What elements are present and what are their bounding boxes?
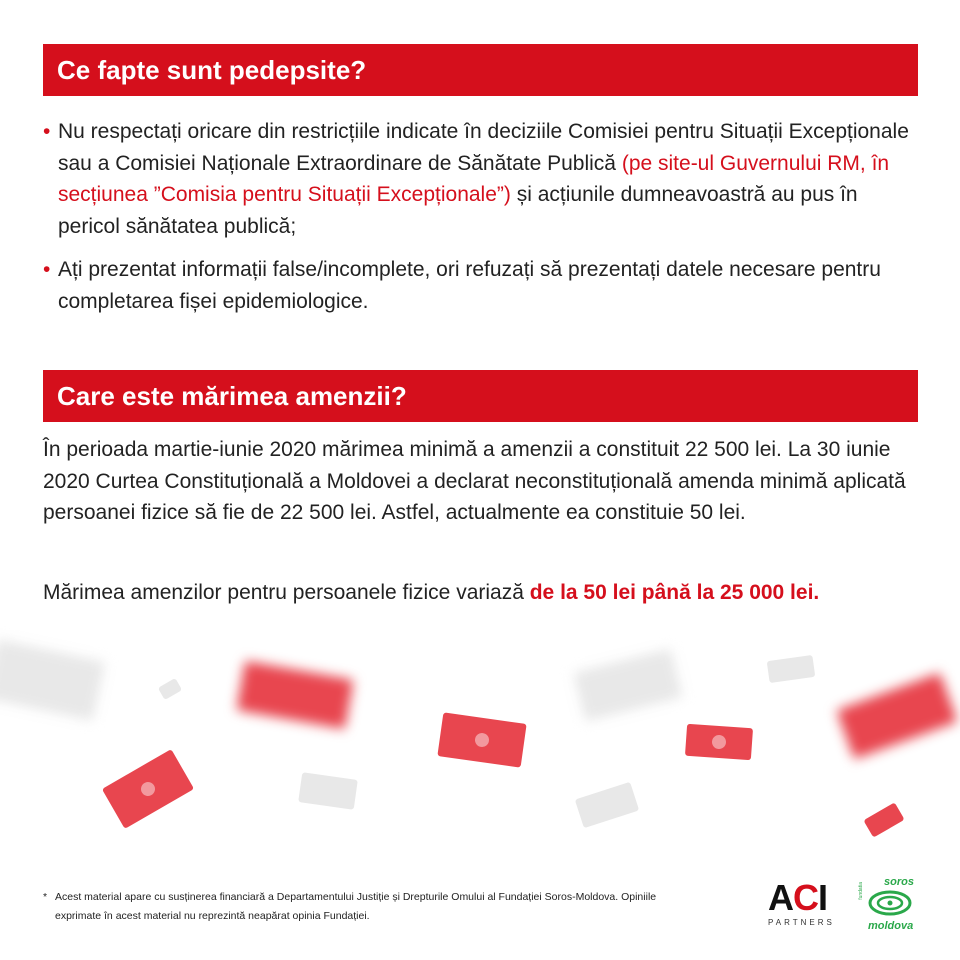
fine-range-text: Mărimea amenzilor pentru persoanele fizice variază — [43, 581, 530, 604]
aci-partners-logo — [768, 877, 846, 930]
list-item — [43, 254, 923, 317]
banknote-icon — [836, 673, 957, 759]
banknote-icon — [158, 678, 182, 700]
footnote-marker: * — [43, 891, 48, 903]
soros-wordmark: soros — [884, 876, 914, 888]
banknote-icon — [102, 749, 194, 829]
bullet-text: și acțiunile dumneavoastră au pus în pericol sănătatea publică; — [58, 183, 858, 238]
facts-list — [43, 116, 923, 329]
fine-range-paragraph — [43, 577, 933, 609]
soros-moldova-logo — [858, 876, 922, 932]
footnote — [43, 888, 683, 926]
bullet-icon: • — [43, 258, 51, 281]
banknote-icon — [236, 661, 353, 729]
footnote-text: Acest material apare cu susținerea financiară a Departamentului Justiție și Drepturile Omului al Fundației Soros-Moldova. Opiniile exprimate în acest material nu reprezintă neapărat opinia Fundației. — [55, 891, 657, 922]
fine-range-value: de la 50 lei până la 25 000 lei. — [529, 581, 820, 604]
government-site-reference: (pe site-ul Guvernului RM, în secțiunea ”Comisia pentru Situații Excepționale”) — [58, 151, 890, 206]
banknote-icon — [298, 772, 358, 810]
section-title-fine: Care este mărimea amenzii? — [43, 370, 918, 422]
banknote-icon — [0, 639, 105, 721]
bullet-icon: • — [43, 120, 51, 143]
aci-partners-label: PARTNERS — [768, 918, 835, 927]
banknote-icon — [437, 712, 526, 767]
section-title-facts: Ce fapte sunt pedepsite? — [43, 44, 918, 96]
falling-banknotes-decoration — [0, 630, 960, 860]
banknote-seal-icon — [138, 779, 157, 798]
banknote-icon — [863, 802, 904, 837]
soros-vertical-label: fundatia — [858, 882, 864, 900]
bullet-text: Nu respectați oricare din restricțiile indicate în deciziile Comisiei pentru Situații Excepționale sau a Comisiei Naționale Extraordinare de Sănătate Publică — [58, 120, 909, 175]
banknote-icon — [575, 782, 639, 828]
fine-history-paragraph: În perioada martie-iunie 2020 mărimea minimă a amenzii a constituit 22 500 lei. La 30 iunie 2020 Curtea Constituțională a Moldovei a declarat neconstituțională amenda minimă aplicată persoanei fizice să fie de 22 500 lei. Astfel, actualmente ea constituie 50 lei. — [43, 438, 906, 524]
banknote-seal-icon — [712, 735, 727, 750]
bullet-text: Ați prezentat informații false/incomplete, ori refuzați să prezentați datele necesare pentru completarea fișei epidemiologice. — [58, 258, 881, 313]
list-item — [43, 116, 923, 242]
soros-swirl-icon — [866, 888, 914, 918]
banknote-icon — [767, 655, 816, 683]
aci-wordmark: ACI — [768, 877, 828, 918]
banknote-icon — [685, 724, 753, 761]
banknote-icon — [573, 649, 682, 722]
moldova-wordmark: moldova — [868, 920, 914, 932]
banknote-seal-icon — [474, 732, 490, 748]
